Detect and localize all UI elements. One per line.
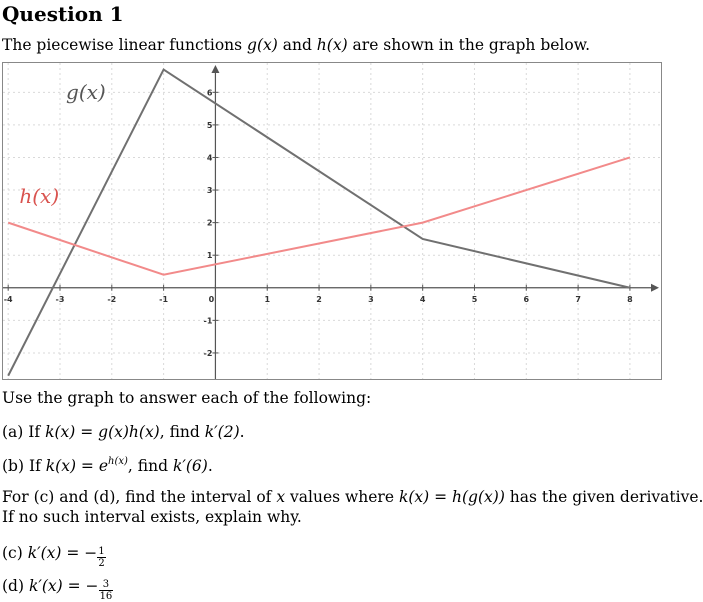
part-d-label: (d) bbox=[2, 577, 25, 595]
x-tick-label: -4 bbox=[3, 294, 13, 304]
question-intro bbox=[2, 36, 590, 54]
cd-post: has the given derivative. bbox=[504, 488, 703, 506]
parts-cd-intro-line2: If no such interval exists, explain why. bbox=[2, 508, 302, 526]
part-c-denominator: 2 bbox=[98, 558, 105, 569]
part-a-k: k(x) bbox=[45, 423, 76, 441]
instructions-text: Use the graph to answer each of the following: bbox=[2, 389, 372, 407]
part-b-exponent: h(x) bbox=[108, 456, 128, 467]
y-tick-label: -1 bbox=[203, 316, 213, 326]
part-a-end: . bbox=[239, 423, 245, 441]
intro-post: are shown in the graph below. bbox=[347, 36, 591, 54]
part-d-lhs: k′(x) bbox=[28, 577, 63, 595]
intro-pre: The piecewise linear functions bbox=[2, 36, 248, 54]
part-c-eq: = − bbox=[61, 544, 98, 562]
part-b-pre: If bbox=[28, 457, 46, 475]
part-c-fraction bbox=[97, 546, 105, 569]
y-tick-label: 4 bbox=[206, 153, 213, 163]
x-tick-label: -2 bbox=[107, 294, 117, 304]
x-tick-label: -1 bbox=[159, 294, 169, 304]
series-label-h: h(x) bbox=[19, 184, 60, 209]
y-tick-label: -2 bbox=[203, 348, 213, 358]
x-tick-label: 1 bbox=[264, 294, 271, 304]
part-b-k: k(x) bbox=[45, 457, 76, 475]
cd-mid: values where bbox=[285, 488, 399, 506]
part-c-lhs: k′(x) bbox=[27, 544, 62, 562]
part-d-numerator: 3 bbox=[99, 579, 114, 591]
part-b-find: , find bbox=[127, 457, 173, 475]
x-tick-label: 5 bbox=[471, 294, 478, 304]
part-d-denominator: 16 bbox=[99, 591, 113, 602]
part-c-label: (c) bbox=[2, 544, 23, 562]
part-c bbox=[2, 544, 106, 569]
parts-cd-intro bbox=[2, 488, 703, 506]
part-a-target: k′(2) bbox=[204, 423, 240, 441]
part-a-label: (a) bbox=[2, 423, 24, 441]
x-tick-label: -3 bbox=[55, 294, 65, 304]
x-tick-label: 7 bbox=[575, 294, 581, 304]
series-label-g: g(x) bbox=[66, 79, 106, 104]
y-tick-label: 2 bbox=[206, 218, 213, 228]
part-b-eq: = bbox=[76, 457, 99, 475]
x-tick-label: 2 bbox=[316, 294, 322, 304]
part-a-eq: = bbox=[75, 423, 99, 441]
x-tick-label: 8 bbox=[627, 294, 633, 304]
part-d-eq: = − bbox=[62, 577, 99, 595]
x-tick-label: 3 bbox=[368, 294, 374, 304]
x-axis-arrow bbox=[651, 284, 659, 292]
cd-k: k(x) bbox=[398, 488, 430, 506]
part-b bbox=[2, 456, 213, 475]
question-heading: Question 1 bbox=[2, 2, 124, 26]
y-tick-label: 3 bbox=[206, 186, 213, 196]
part-b-end: . bbox=[207, 457, 213, 475]
x-tick-label: 6 bbox=[523, 294, 530, 304]
cd-eq: = bbox=[429, 488, 453, 506]
function-graph bbox=[2, 62, 662, 380]
y-tick-label: 6 bbox=[206, 88, 213, 98]
part-a-pre: If bbox=[28, 423, 46, 441]
intro-g-func: g(x) bbox=[247, 36, 278, 54]
part-c-numerator: 1 bbox=[98, 546, 105, 557]
part-a bbox=[2, 423, 245, 441]
part-b-target: k′(6) bbox=[172, 457, 208, 475]
x-tick-label: 0 bbox=[208, 294, 215, 304]
cd-pre: For (c) and (d), find the interval of bbox=[2, 488, 277, 506]
y-tick-label: 1 bbox=[206, 251, 213, 261]
intro-h-func: h(x) bbox=[316, 36, 348, 54]
y-tick-label: 5 bbox=[206, 120, 213, 130]
y-axis-arrow bbox=[211, 65, 219, 73]
part-a-expr: g(x)h(x) bbox=[98, 423, 160, 441]
cd-x: x bbox=[276, 488, 286, 506]
part-b-label: (b) bbox=[2, 457, 25, 475]
series-line-h bbox=[8, 157, 630, 274]
intro-mid: and bbox=[277, 36, 317, 54]
part-a-find: , find bbox=[159, 423, 205, 441]
graph-canvas bbox=[3, 63, 661, 379]
part-d bbox=[2, 577, 113, 602]
cd-expr: h(g(x)) bbox=[452, 488, 505, 506]
part-b-base: e bbox=[98, 457, 109, 475]
part-d-fraction bbox=[99, 579, 114, 602]
x-tick-label: 4 bbox=[419, 294, 426, 304]
